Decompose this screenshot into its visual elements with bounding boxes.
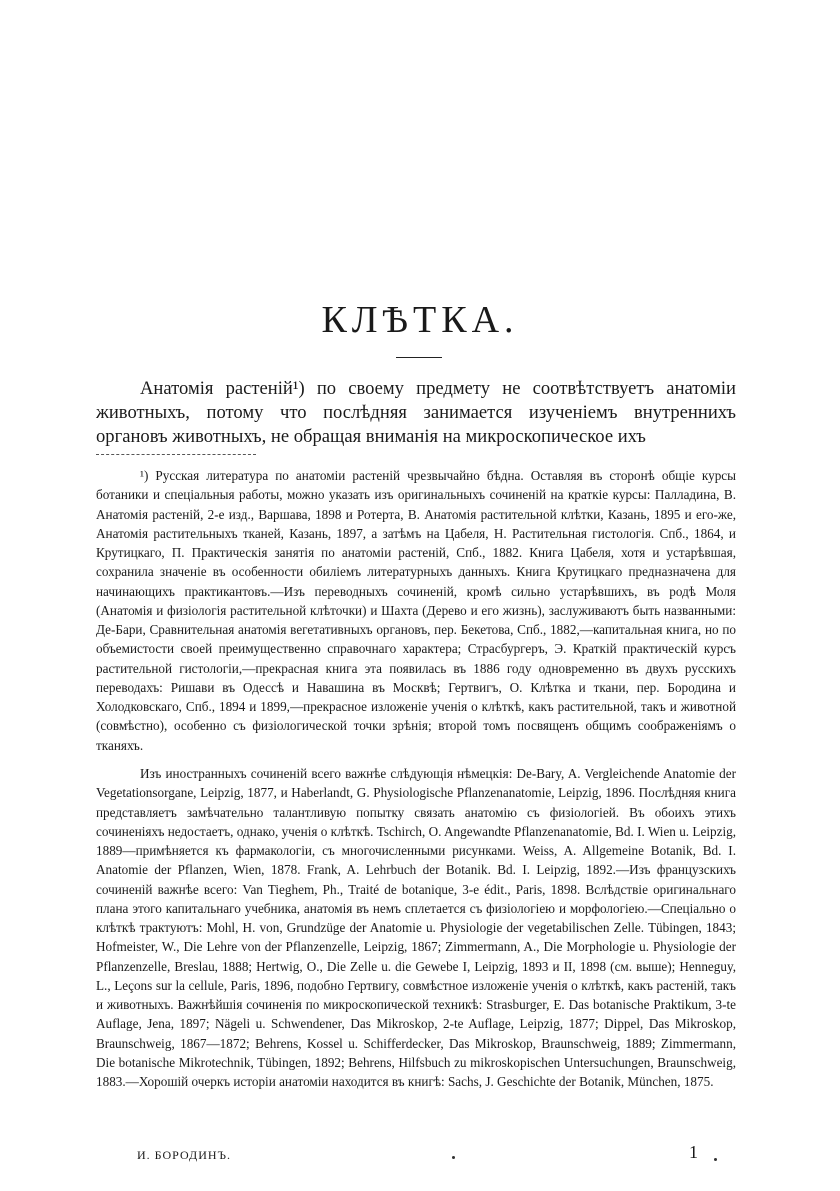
author-signature: И. БОРОДИНЪ. xyxy=(137,1148,232,1162)
title-rule xyxy=(396,357,442,358)
print-speck xyxy=(452,1156,455,1159)
footnote-paragraph-1 xyxy=(96,466,736,755)
footnote-text-1: Русская литература по анатоміи растеній чрезвычайно бѣдна. Оставляя въ сторонѣ общіе курсы ботаники и спеціальныя работы, можно указать изъ оригинальныхъ сочиненій на краткіе курсы: Палладина, В. Анатомія растеній, 2-е изд., Варшава, 1898 и Ротерта, В. Анатомія растительной клѣтки, Казань, 1895 и его-же, Анатомія растительныхъ тканей, Казань, 1897, а затѣмъ на Цабеля, Н. Растительная гистологія. Спб., 1864, и Крутицкаго, П. Практическія занятія по анатоміи растеній, Спб., 1882. Книга Цабеля, хотя и устарѣвшая, сохранила значеніе въ особенности обиліемъ литературныхъ данныхъ. Книга Крутицкаго предназначена для начинающихъ практикантовъ.—Изъ переводныхъ сочиненій, кромѣ сильно устарѣвшихъ, въ родѣ Моля (Анатомія и физіологія растительной клѣточки) и Шахта (Дерево и его жизнь), заслуживаютъ быть названными: Де-Бари, Сравнительная анатомія вегетативныхъ органовъ, пер. Бекетова, Спб., 1882,—капитальная книга, но по объемистости своей преимущественно справочнаго характера; Страсбургеръ, Э. Краткій практическій курсъ растительной гистологіи,—прекрасная книга эта появилась въ 1886 году одновременно въ двухъ русскихъ переводахъ: Ришави въ Одессѣ и Навашина въ Москвѣ; Гертвигъ, О. Клѣтка и ткани, пер. Бородина и Холодковскаго, Спб., 1894 и 1899,—прекрасное изложеніе ученія о клѣткѣ, какъ растительной, такъ и животной (совмѣстно), особенно съ физіологической точки зрѣнія; второй томъ посвященъ общимъ соображеніямъ о тканяхъ. xyxy=(96,468,737,753)
footnote-block xyxy=(96,466,736,755)
print-speck xyxy=(714,1158,717,1161)
footnote-marker: ¹) xyxy=(140,468,149,483)
footnote-paragraph-2: Изъ иностранныхъ сочиненій всего важнѣе слѣдующія нѣмецкія: De-Bary, A. Vergleichende Anatomie der Vegetationsorgane, Leipzig, 1877, и Haberlandt, G. Physiologische Pflanzenanatomie, Leipzig, 1896. Послѣдняя книга представляетъ замѣчательно талантливую попытку связать анатомію съ физіологіей. Въ обоихъ этихъ сочиненіяхъ недостаетъ, однако, ученія о клѣткѣ. Tschirch, O. Angewandte Pflanzenanatomie, Bd. I. Wien u. Leipzig, 1889—примѣняется къ фармакологіи, съ многочисленными рисунками. Weiss, A. Allgemeine Botanik, Bd. I. Anatomie der Pflanzen, Wien, 1878. Frank, A. Lehrbuch der Botanik. Bd. I. Leipzig, 1892.—Изъ французскихъ сочиненій важнѣе всего: Van Tieghem, Ph., Traité de botanique, 3-e édit., Paris, 1898. Вслѣдствіе оригинальнаго плана этого капитальнаго учебника, анатомія въ немъ сплетается съ физіологіею и морфологіею.—Спеціально о клѣткѣ трактуютъ: Mohl, H. von, Grundzüge der Anatomie u. Physiologie der vegetabilischen Zelle. Tübingen, 1843; Hofmeister, W., Die Lehre von der Pflanzenzelle, Leipzig, 1867; Zimmermann, A., Die Morphologie u. Physiologie der Pflanzenzelle, Breslau, 1888; Hertwig, O., Die Zelle u. die Gewebe I, Leipzig, 1893 и II, 1898 (см. выше); Henneguy, L., Leçons sur la cellule, Paris, 1896, подобно Гертвигу, совмѣстное изложеніе ученія о клѣткѣ, какъ растеній, такъ и животныхъ. Важнѣйшія сочиненія по микроскопической техникѣ: Strasburger, E. Das botanische Praktikum, 3-te Auflage, Jena, 1897; Nägeli u. Schwendener, Das Mikroskop, 2-te Auflage, Leipzig, 1877; Dippel, Das Mikroskop, Braunschweig, 1867—1872; Behrens, Kossel u. Schifferdecker, Das Mikroskop, Braunschweig, 1889; Zimmermann, Die botanische Mikrotechnik, Tübingen, 1892; Behrens, Hilfsbuch zu mikroskopischen Untersuchungen, Braunschweig, 1883.—Хорошій очеркъ исторіи анатоміи находится въ книгѣ: Sachs, J. Geschichte der Botanik, München, 1875. xyxy=(96,766,736,1089)
main-paragraph: Анатомія растеній¹) по своему предмету не соотвѣтствуетъ анатоміи животныхъ, потому что послѣдняя занимается изученіемъ внутреннихъ органовъ животныхъ, не обращая вниманія на микроскопическое ихъ xyxy=(96,378,736,447)
main-text xyxy=(96,377,736,449)
footnote-separator xyxy=(96,454,256,455)
page-title: КЛѢТКА. xyxy=(321,299,519,341)
page-number: 1 xyxy=(689,1142,698,1162)
footnote-block-2 xyxy=(96,764,736,1091)
